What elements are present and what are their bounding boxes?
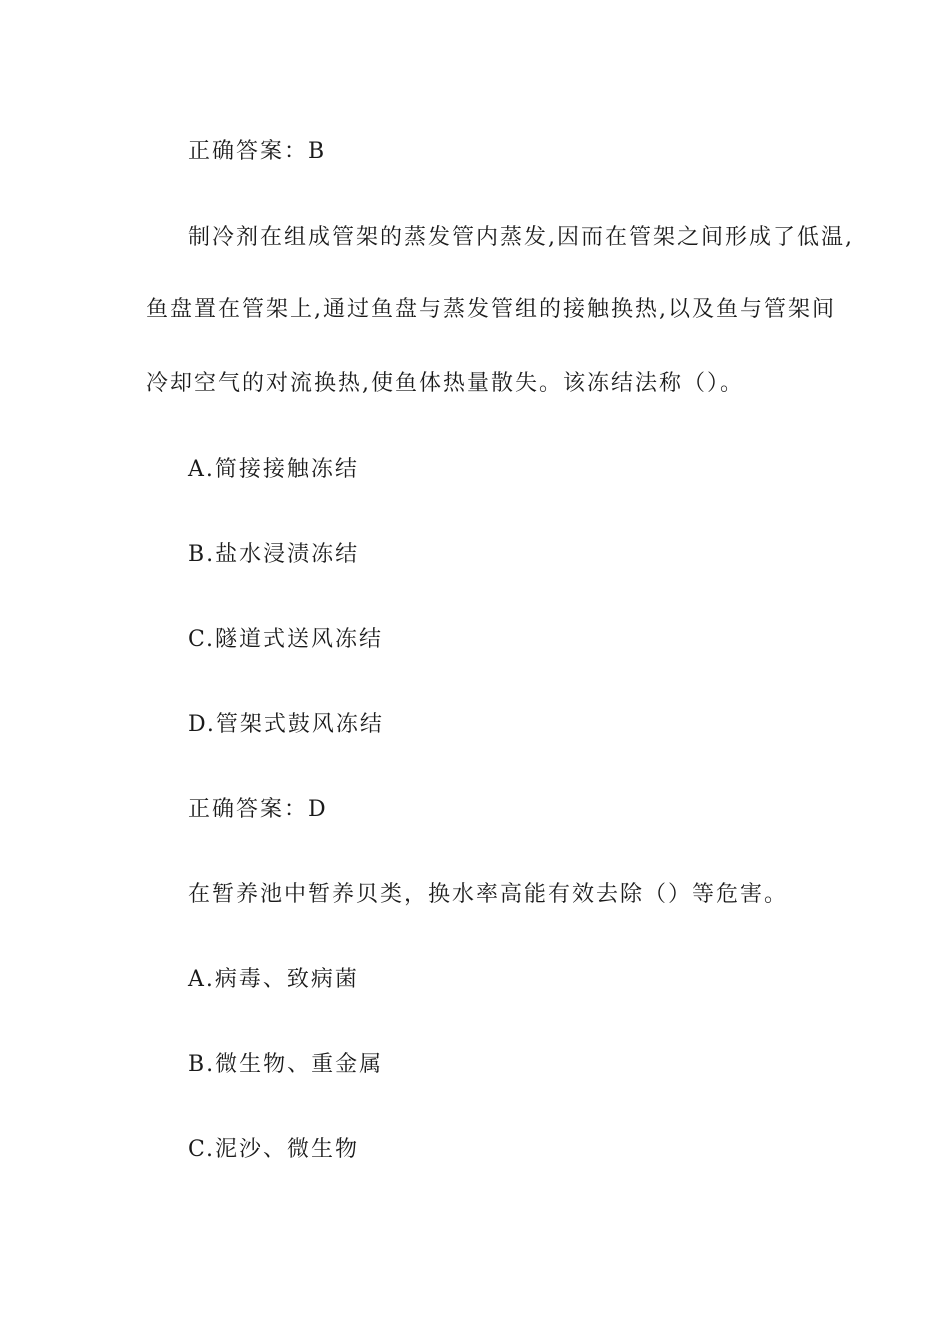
answer-line: 正确答案：B — [188, 139, 327, 164]
option-b: B.盐水浸渍冻结 — [188, 542, 360, 567]
option-b: B.微生物、重金属 — [188, 1052, 384, 1077]
option-c: C.隧道式送风冻结 — [188, 627, 384, 652]
question-stem-line: 鱼盘置在管架上,通过鱼盘与蒸发管组的接触换热,以及鱼与管架间 — [146, 297, 836, 322]
question-stem-line: 冷却空气的对流换热,使鱼体热量散失。该冻结法称（）。 — [146, 371, 744, 396]
option-a: A.简接接触冻结 — [188, 457, 359, 482]
answer-line: 正确答案：D — [188, 797, 328, 822]
option-c: C.泥沙、微生物 — [188, 1137, 360, 1162]
question-stem-line: 在暂养池中暂养贝类，换水率高能有效去除（）等危害。 — [188, 882, 789, 907]
question-stem-line: 制冷剂在组成管架的蒸发管内蒸发,因而在管架之间形成了低温, — [188, 225, 854, 250]
option-a: A.病毒、致病菌 — [188, 967, 359, 992]
option-d: D.管架式鼓风冻结 — [188, 712, 384, 737]
